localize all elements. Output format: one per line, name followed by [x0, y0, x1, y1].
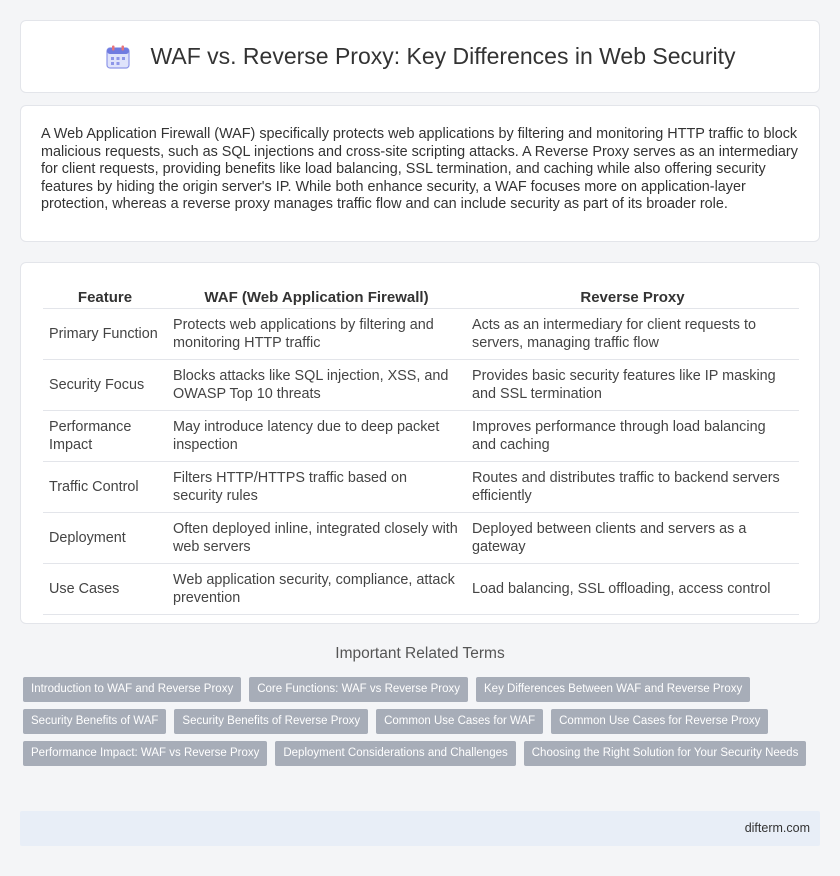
table-row [43, 513, 799, 564]
calendar-icon [105, 44, 131, 70]
reverse-proxy-cell: Improves performance through load balancing and caching [466, 411, 799, 462]
waf-cell: Web application security, compliance, attack prevention [167, 564, 466, 615]
waf-cell: Protects web applications by filtering and monitoring HTTP traffic [167, 309, 466, 360]
waf-cell: May introduce latency due to deep packet inspection [167, 411, 466, 462]
feature-cell: Performance Impact [43, 411, 167, 462]
related-term-tag[interactable]: Choosing the Right Solution for Your Security Needs [524, 741, 807, 766]
intro-text: A Web Application Firewall (WAF) specifically protects web applications by filtering and monitoring HTTP traffic to block malicious requests, such as SQL injections and cross-site scripting attacks. A Reverse Proxy serves as an intermediary for client requests, providing benefits like load balancing, SSL termination, and caching while also offering security features by hiding the origin server's IP. While both enhance security, a WAF focuses more on application-layer protection, whereas a reverse proxy manages traffic flow and can include security as part of its broader role. [41, 126, 798, 213]
feature-cell: Traffic Control [43, 462, 167, 513]
related-terms-title: Important Related Terms [335, 645, 505, 662]
page-title: WAF vs. Reverse Proxy: Key Differences in Web Security [150, 43, 736, 69]
header-feature: Feature [43, 283, 167, 309]
table-header-row [43, 283, 799, 309]
related-term-tag[interactable]: Security Benefits of WAF [23, 709, 166, 734]
reverse-proxy-cell: Acts as an intermediary for client requests to servers, managing traffic flow [466, 309, 799, 360]
table-row [43, 360, 799, 411]
reverse-proxy-cell: Load balancing, SSL offloading, access control [466, 564, 799, 615]
related-term-tag[interactable]: Performance Impact: WAF vs Reverse Proxy [23, 741, 267, 766]
related-term-tag[interactable]: Common Use Cases for WAF [376, 709, 543, 734]
related-term-tag[interactable]: Security Benefits of Reverse Proxy [174, 709, 368, 734]
waf-cell: Often deployed inline, integrated closely with web servers [167, 513, 466, 564]
reverse-proxy-cell: Provides basic security features like IP masking and SSL termination [466, 360, 799, 411]
related-term-tag[interactable]: Common Use Cases for Reverse Proxy [551, 709, 768, 734]
footer [20, 811, 820, 846]
feature-cell: Use Cases [43, 564, 167, 615]
footer-site-link[interactable]: difterm.com [744, 821, 810, 835]
header-waf: WAF (Web Application Firewall) [167, 283, 466, 309]
table-row [43, 564, 799, 615]
comparison-table-card [20, 262, 820, 624]
intro-card [20, 105, 820, 242]
related-term-tag[interactable]: Deployment Considerations and Challenges [275, 741, 515, 766]
related-terms-list [23, 677, 823, 773]
reverse-proxy-cell: Routes and distributes traffic to backend servers efficiently [466, 462, 799, 513]
related-term-tag[interactable]: Key Differences Between WAF and Reverse Proxy [476, 677, 750, 702]
table-row [43, 462, 799, 513]
waf-cell: Blocks attacks like SQL injection, XSS, and OWASP Top 10 threats [167, 360, 466, 411]
header-reverse-proxy: Reverse Proxy [466, 283, 799, 309]
table-row [43, 411, 799, 462]
feature-cell: Deployment [43, 513, 167, 564]
waf-cell: Filters HTTP/HTTPS traffic based on security rules [167, 462, 466, 513]
header-card [20, 20, 820, 93]
related-term-tag[interactable]: Introduction to WAF and Reverse Proxy [23, 677, 241, 702]
comparison-table [43, 283, 799, 615]
reverse-proxy-cell: Deployed between clients and servers as a gateway [466, 513, 799, 564]
feature-cell: Security Focus [43, 360, 167, 411]
table-row [43, 309, 799, 360]
related-term-tag[interactable]: Core Functions: WAF vs Reverse Proxy [249, 677, 468, 702]
feature-cell: Primary Function [43, 309, 167, 360]
